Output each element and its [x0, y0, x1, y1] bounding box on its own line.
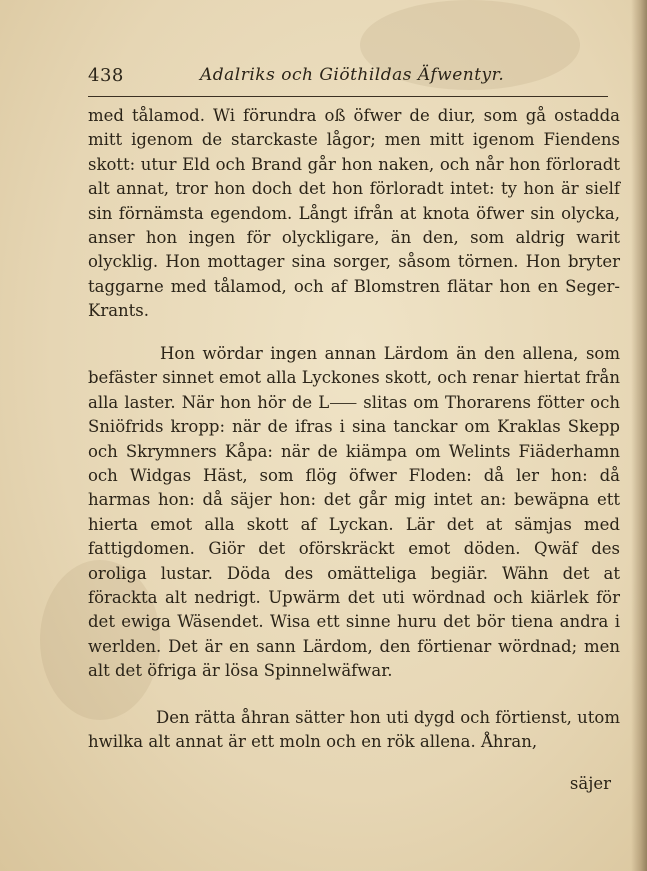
page-body [88, 104, 620, 755]
page-header [88, 62, 608, 92]
catchword: säjer [569, 774, 611, 793]
running-head: Adalriks och Giöthildas Äfwentyr. [200, 65, 505, 85]
page-number: 438 [88, 65, 124, 86]
paragraph: Den rätta åhran sätter hon uti dygd och förtienst, utom hwilka alt annat är ett moln och en rök allena. Åhran, [88, 708, 620, 752]
header-rule [88, 96, 608, 97]
page-gutter-shadow [631, 0, 647, 871]
paragraph: med tålamod. Wi förundra oß öfwer de diur, som gå ostadda mitt igenom de starckaste lågor; men mitt igenom Fiendens skott: utur Eld och Brand går hon naken, och når hon förloradt alt annat, tror hon doch det hon förloradt intet: ty hon är sielf sin förnämsta egendom. Långt ifrån at knota öfwer sin olycka, anser hon ingen för olyckligare, än den, som aldrig warit olycklig. Hon mottager sina sorger, såsom törnen. Hon bryter taggarne med tålamod, och af Blomstren flätar hon en Seger-Krants. [88, 106, 620, 321]
paragraph: Hon wördar ingen annan Lärdom än den allena, som befäster sinnet emot alla Lyckones skott, och renar hiertat från alla laster. När hon hör de L⸺ slitas om Thorarens fötter och Sniöfrids kropp: när de ifras i sina tanckar om Kraklas Skepp och Skrymners Kåpa: när de kiämpa om Welints Fiäderhamn och Widgas Häst, som flög öfwer Floden: då ler hon: då harmas hon: då säjer hon: det går mig intet an: bewäpna ett hierta emot alla skott af Lyckan. Lär det at sämjas med fattigdomen. Giör det oförskräckt emot döden. Qwäf des oroliga lustar. Döda des omätteliga begiär. Wähn det at förackta alt nedrigt. Upwärm det uti wördnad och kiärlek för det ewiga Wäsendet. Wisa ett sinne huru det bör tiena andra i werlden. Det är en sann Lärdom, den förtienar wördnad; men alt det öfriga är lösa Spinnelwäfwar. [88, 344, 620, 681]
